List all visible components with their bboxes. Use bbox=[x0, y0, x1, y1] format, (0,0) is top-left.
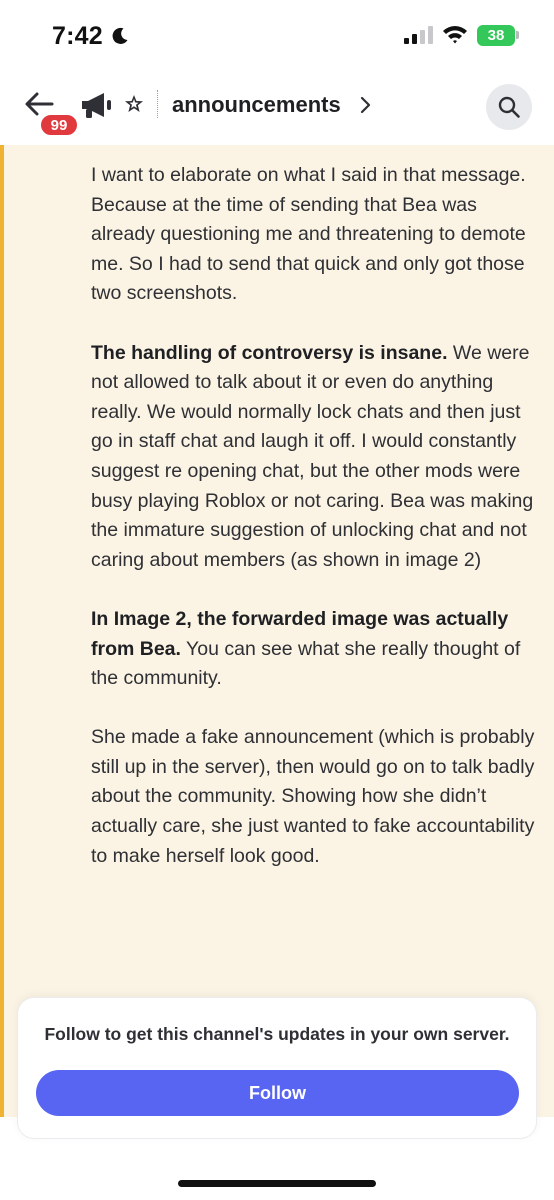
wifi-icon bbox=[442, 23, 468, 45]
home-indicator[interactable] bbox=[178, 1180, 376, 1187]
message-paragraph bbox=[91, 161, 541, 309]
follow-channel-card bbox=[18, 998, 536, 1138]
paragraph-text: She made a fake announcement (which is probably still up in the server), then would go on to talk badly about the community. Showing how she didn’t actually care, she just wanted to fake accountability to make herself look good. bbox=[91, 726, 535, 867]
paragraph-text: You can see what she really thought of the community. bbox=[91, 637, 521, 690]
header-divider bbox=[157, 90, 158, 118]
bold-text: In Image 2, the forwarded image was actually from Bea. bbox=[91, 607, 509, 660]
bold-text: The handling of controversy is insane. bbox=[91, 341, 448, 364]
status-time: 7:42 bbox=[52, 22, 103, 50]
highlighted-message[interactable] bbox=[0, 145, 554, 1117]
cellular-signal-icon bbox=[404, 26, 434, 44]
chevron-right-icon[interactable] bbox=[360, 96, 372, 114]
paragraph-text: We were not allowed to talk about it or even do anything really. We would normally lock chats and then just go in staff chat and laugh it off. I would constantly suggest re opening chat, but the other mods were busy playing Roblox or not caring. Bea was making the immature suggestion of unlocking chat and not caring about members (as shown in image 2) bbox=[91, 341, 534, 571]
paragraph-text: I want to elaborate on what I said in that message. Because at the time of sending that Bea was already questioning me and threatening to demote me. So I had to send that quick and only got those two screenshots. bbox=[91, 164, 526, 305]
battery-tip bbox=[516, 31, 519, 39]
message-paragraph bbox=[91, 605, 541, 694]
unread-count-badge bbox=[38, 112, 80, 138]
status-bar bbox=[0, 0, 554, 76]
message-paragraph bbox=[91, 723, 541, 871]
moon-icon bbox=[110, 26, 130, 46]
megaphone-icon bbox=[80, 90, 114, 120]
message-paragraph bbox=[91, 339, 541, 576]
message-content bbox=[91, 161, 541, 901]
star-icon bbox=[124, 94, 144, 114]
channel-name[interactable]: announcements bbox=[172, 92, 341, 117]
follow-button[interactable]: Follow bbox=[36, 1070, 519, 1116]
search-button[interactable] bbox=[486, 84, 532, 130]
search-icon bbox=[497, 95, 521, 119]
battery-level: 38 bbox=[487, 27, 505, 44]
battery-indicator bbox=[477, 25, 515, 46]
unread-count: 99 bbox=[50, 116, 68, 134]
follow-prompt-text: Follow to get this channel's updates in your own server. bbox=[44, 1024, 510, 1044]
channel-header bbox=[0, 76, 554, 142]
